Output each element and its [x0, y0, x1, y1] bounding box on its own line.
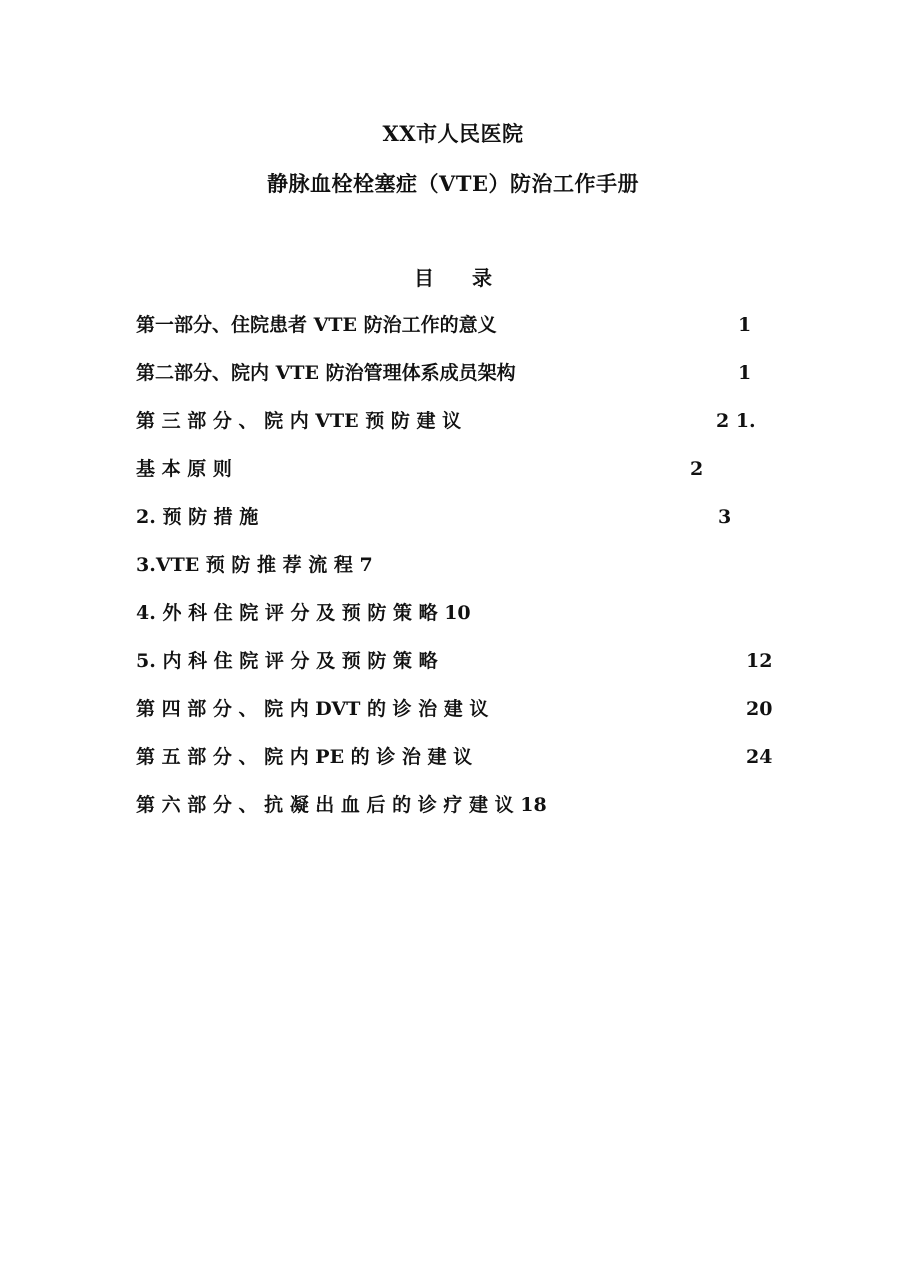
toc-entry-title: 第 三 部 分 、 院 内 VTE 预 防 建 议: [136, 410, 462, 432]
toc-heading-left: 目: [414, 266, 434, 290]
manual-title: 静脉血栓栓塞症（VTE）防治工作手册: [267, 171, 639, 196]
toc-entry-title: 2. 预 防 措 施: [136, 506, 259, 528]
toc-entry-title: 基 本 原 则: [136, 458, 232, 480]
toc-entry-page: 3: [718, 506, 732, 528]
toc-entry-page: 2 1.: [716, 410, 756, 432]
toc-entry-title: 第 六 部 分 、 抗 凝 出 血 后 的 诊 疗 建 议 18: [136, 794, 547, 816]
toc-entry-title: 第二部分、院内 VTE 防治管理体系成员架构: [136, 362, 516, 384]
toc-heading: [0, 262, 906, 291]
toc-entry-title: 第 四 部 分 、 院 内 DVT 的 诊 治 建 议: [136, 698, 489, 720]
toc-entry-title: 5. 内 科 住 院 评 分 及 预 防 策 略: [136, 650, 438, 672]
toc-entry-title: 第一部分、住院患者 VTE 防治工作的意义: [136, 314, 497, 336]
toc-entry-title: 3.VTE 预 防 推 荐 流 程 7: [136, 554, 373, 576]
toc-entry-page: 24: [746, 746, 773, 768]
toc-entry-page: 20: [746, 698, 773, 720]
toc-heading-right: 录: [472, 266, 492, 290]
toc-entry-page: 1: [738, 362, 752, 384]
toc-entry-page: 2: [690, 458, 704, 480]
toc-entry-page: 1: [738, 314, 752, 336]
toc-entry-title: 第 五 部 分 、 院 内 PE 的 诊 治 建 议: [136, 746, 473, 768]
toc-entry-title: 4. 外 科 住 院 评 分 及 预 防 策 略 10: [136, 602, 471, 624]
hospital-title: XX市人民医院: [382, 121, 524, 146]
toc-entry-page: 12: [746, 650, 773, 672]
